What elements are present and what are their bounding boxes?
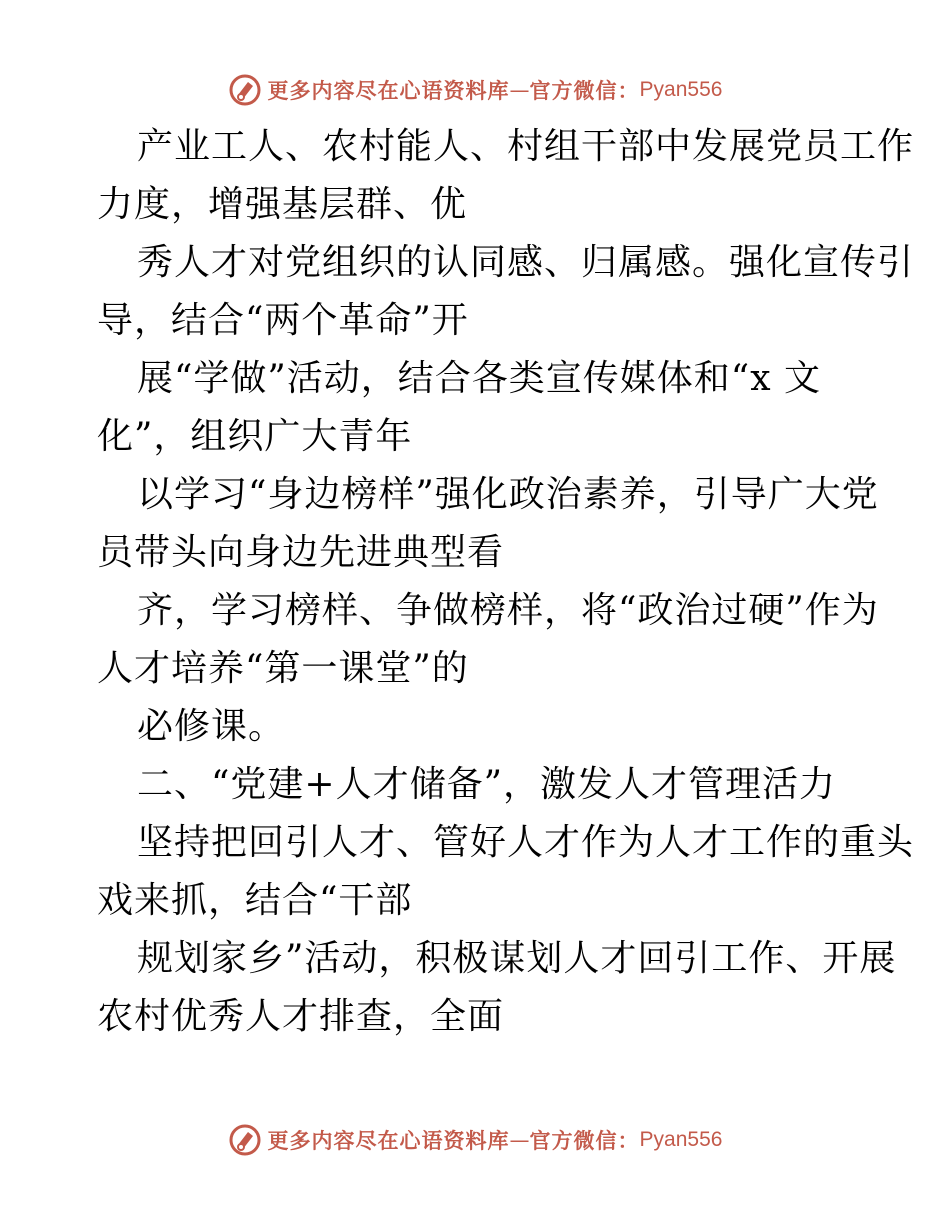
brand-logo-icon [228,73,262,107]
text-line: 规划家乡”活动，积极谋划人才回引工作、开展 [137,938,897,979]
text-line: 农村优秀人才排查，全面 [97,996,505,1037]
text-line: 坚持把回引人才、管好人才作为人才工作的重头 [137,822,915,863]
text-line: 产业工人、农村能人、村组干部中发展党员工作 [137,126,915,167]
document-body [97,118,915,1046]
text-line: 秀人才对党组织的认同感、归属感。强化宣传引 [137,242,915,283]
text-line: 齐，学习榜样、争做榜样，将“政治过硬”作为 [137,590,879,631]
text-line: 员带头向身边先进典型看 [97,532,505,573]
footer-watermark [0,1120,950,1160]
watermark-main-text: 更多内容尽在心语资料库 [267,1128,510,1153]
brand-logo-icon [228,1123,262,1157]
watermark-dash: — [509,78,530,102]
text-line: 化”，组织广大青年 [97,416,413,457]
text-line: 展“学做”活动，结合各类宣传媒体和“x 文 [137,358,821,399]
watermark-handle: Pyan556 [639,1128,723,1151]
watermark-label: 官方微信： [529,1128,640,1153]
watermark-label: 官方微信： [529,78,640,103]
text-line: 力度，增强基层群、优 [97,184,468,225]
section-heading: 二、“党建+人才储备”，激发人才管理活力 [137,764,836,805]
text-line: 戏来抓，结合“干部 [97,880,413,921]
text-line: 必修课。 [137,706,286,747]
watermark-main-text: 更多内容尽在心语资料库 [267,78,510,103]
header-watermark [0,70,950,110]
text-line: 以学习“身边榜样”强化政治素养，引导广大党 [137,474,879,515]
watermark-handle: Pyan556 [639,78,723,101]
watermark-dash: — [509,1128,530,1152]
text-line: 人才培养“第一课堂”的 [97,648,469,689]
text-line: 导，结合“两个革命”开 [97,300,469,341]
